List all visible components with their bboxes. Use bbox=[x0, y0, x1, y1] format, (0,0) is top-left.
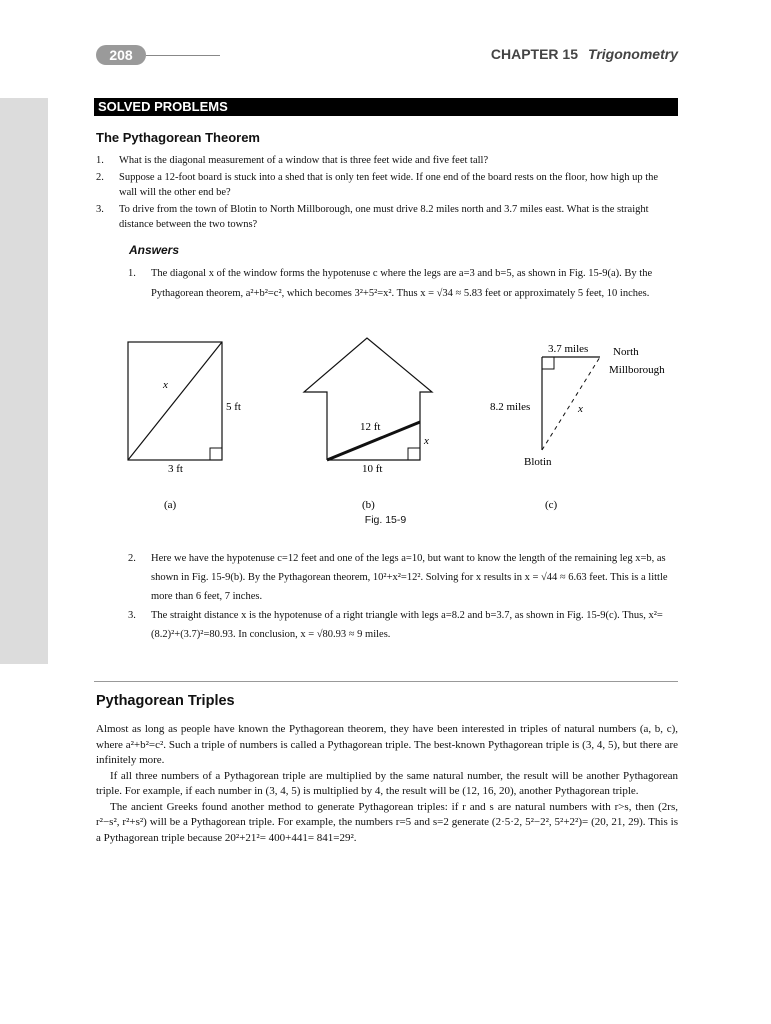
running-head bbox=[491, 46, 678, 62]
fig-a-height: 5 ft bbox=[226, 401, 241, 413]
fig-a-x: x bbox=[163, 379, 168, 391]
fig-b-width: 10 ft bbox=[362, 463, 383, 475]
header-rule bbox=[146, 55, 220, 56]
item-text: What is the diagonal measurement of a window that is three feet wide and five feet tall? bbox=[119, 155, 489, 166]
answer-list bbox=[128, 264, 668, 304]
item-number: 3. bbox=[96, 203, 104, 215]
item-text: The diagonal x of the window forms the hypotenuse c where the legs are a=3 and b=5, as shown in Fig. 15-9(a). By the Pythagorean theorem, a²+b²=c², which becomes 3²+5²=x². Thus x = √34 ≈ 5.83 feet or approximately 5 feet, 10 inches. bbox=[151, 268, 653, 299]
fig-b-board: 12 ft bbox=[360, 421, 381, 433]
solved-problems-banner: SOLVED PROBLEMS bbox=[94, 98, 678, 116]
list-item bbox=[128, 549, 668, 606]
chapter-label: CHAPTER 15 bbox=[490, 46, 579, 62]
item-number: 1. bbox=[96, 155, 104, 166]
figure-b-shed bbox=[304, 338, 432, 511]
figure-15-9 bbox=[0, 330, 771, 520]
fig-c-dest-line2: Millborough bbox=[609, 364, 665, 376]
fig-a-width: 3 ft bbox=[168, 463, 183, 475]
fig-c-origin: Blotin bbox=[524, 456, 552, 468]
figure-caption: Fig. 15-9 bbox=[364, 514, 407, 526]
problem-list bbox=[96, 153, 678, 234]
item-number: 1. bbox=[128, 268, 136, 279]
list-item bbox=[128, 606, 668, 644]
fig-c-label: (c) bbox=[545, 499, 558, 511]
fig-c-x: x bbox=[578, 403, 583, 415]
paragraph: Almost as long as people have known the Pythagorean theorem, they have been interested in triples of natural numbers (a, b, c), where a²+b²=c². Such a triple of numbers is called a Pythagorean triple. The best-known Pythagorean triple is (3, 4, 5), but there are infinitely more. bbox=[96, 723, 678, 766]
section-divider bbox=[94, 681, 678, 682]
fig-b-x: x bbox=[424, 435, 429, 447]
fig-b-label: (b) bbox=[362, 499, 375, 511]
item-text: Here we have the hypotenuse c=12 feet and one of the legs a=10, but want to know the length of the remaining leg x=b, as shown in Fig. 15-9(b). By the Pythagorean theorem, 10²+x²=12². Solving for x results in x = √44 ≈ 6.63 feet. This is a little more than 6 feet, 7 inches. bbox=[151, 553, 668, 602]
item-number: 2. bbox=[128, 553, 136, 564]
answer-list-continued bbox=[128, 549, 668, 644]
item-text: To drive from the town of Blotin to North Millborough, one must drive 8.2 miles north and 3.7 miles east. What is the straight distance between the two towns? bbox=[119, 203, 649, 230]
paragraph: If all three numbers of a Pythagorean triple are multiplied by the same natural number, the result will be another Pythagorean triple. For example, if each number in (3, 4, 5) is multiplied by 4, the result will be (12, 16, 20), another Pythagorean triple. bbox=[96, 769, 678, 797]
item-number: 2. bbox=[96, 171, 104, 183]
paragraph: The ancient Greeks found another method to generate Pythagorean triples: if r and s are natural numbers with r>s, then (2rs, r²−s², r²+s²) will be a Pythagorean triple. For example, the numbers r=5 and s=2 generate (2·5·2, 5²−2², 5²+2²)= (20, 21, 29). This is a Pythagorean triple because 20²+21²= 400+441= 841=29². bbox=[96, 800, 678, 844]
list-item bbox=[96, 202, 678, 233]
fig-a-label: (a) bbox=[164, 499, 177, 511]
item-text: Suppose a 12-foot board is stuck into a shed that is only ten feet wide. If one end of the board rests on the floor, how high up the wall will the other end be? bbox=[119, 171, 659, 198]
section-title-pythagorean-theorem: The Pythagorean Theorem bbox=[96, 130, 260, 145]
answers-heading: Answers bbox=[129, 243, 180, 257]
figure-c-route bbox=[490, 343, 665, 511]
fig-c-east: 3.7 miles bbox=[548, 343, 589, 355]
fig-c-north: 8.2 miles bbox=[490, 401, 531, 413]
list-item bbox=[96, 170, 678, 201]
page-number: 208 bbox=[96, 45, 146, 65]
figure-a-window bbox=[128, 342, 241, 511]
triples-body bbox=[96, 722, 678, 846]
item-number: 3. bbox=[128, 610, 136, 621]
item-text: The straight distance x is the hypotenuse of a right triangle with legs a=8.2 and b=3.7, as shown in Fig. 15-9(c). Thus, x²=(8.2)²+(3.7)²=80.93. In conclusion, x = √80.93 ≈ 9 miles. bbox=[151, 610, 663, 640]
section-title-pythagorean-triples: Pythagorean Triples bbox=[96, 693, 235, 709]
list-item bbox=[96, 153, 678, 169]
fig-c-dest-line1: North bbox=[613, 346, 639, 358]
chapter-title: Trigonometry bbox=[588, 46, 678, 62]
list-item bbox=[128, 264, 668, 304]
